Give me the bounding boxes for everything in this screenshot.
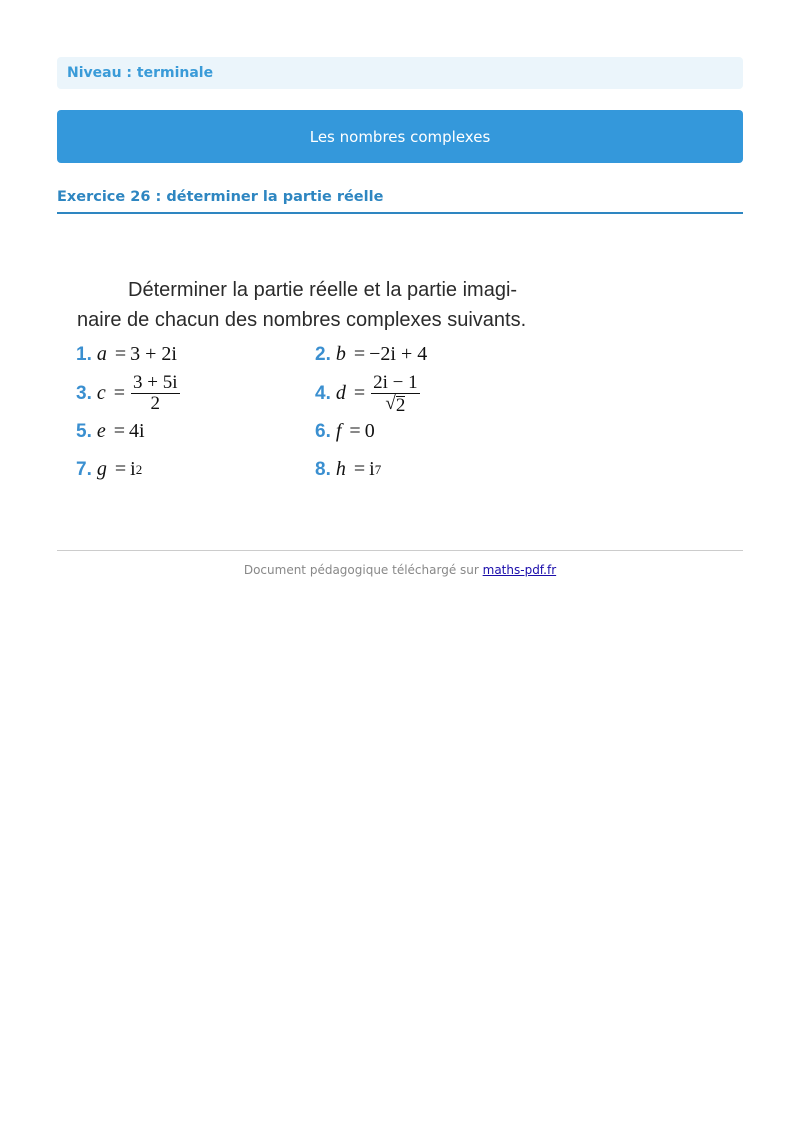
- item-variable: a: [96, 343, 107, 365]
- fraction-denominator: 2: [150, 393, 161, 414]
- title-banner: [57, 110, 743, 163]
- equals-sign: =: [113, 420, 126, 442]
- power-base: i: [130, 458, 136, 480]
- equals-sign: =: [114, 458, 127, 480]
- exercise-item-1: [76, 343, 177, 366]
- item-variable: b: [335, 343, 346, 365]
- footer-text: Document pédagogique téléchargé sur: [243, 563, 483, 577]
- exercise-heading: [57, 186, 743, 214]
- footer-divider: [57, 550, 743, 551]
- item-expression: 3 + 2i: [130, 343, 177, 365]
- exercise-content: [57, 245, 743, 515]
- instruction-line-1: Déterminer la partie réelle et la partie imagi-: [128, 279, 518, 301]
- power-base: i: [369, 458, 375, 480]
- exercise-item-8: [315, 458, 381, 481]
- exercise-item-7: [76, 458, 142, 481]
- item-number: 3.: [76, 382, 92, 404]
- fraction: [131, 373, 180, 414]
- power-exponent: 2: [135, 461, 143, 477]
- level-bar: [57, 57, 743, 89]
- power-exponent: 7: [374, 461, 382, 477]
- equals-sign: =: [353, 382, 366, 404]
- item-expression: −2i + 4: [369, 343, 428, 365]
- equals-sign: =: [349, 420, 361, 442]
- item-variable: h: [335, 458, 346, 480]
- item-variable: g: [96, 458, 107, 480]
- item-number: 4.: [315, 382, 331, 404]
- footer-link[interactable]: maths-pdf.fr: [482, 563, 557, 577]
- exercise-item-5: [76, 420, 145, 443]
- item-variable: c: [96, 382, 106, 404]
- exercise-instructions: [77, 275, 526, 335]
- equals-sign: =: [114, 343, 127, 365]
- item-variable: d: [335, 382, 346, 404]
- item-expression: 0: [364, 420, 375, 442]
- level-label: Niveau : terminale: [67, 65, 214, 81]
- exercise-item-2: [315, 343, 427, 366]
- item-number: 7.: [76, 458, 92, 480]
- footer: [57, 563, 743, 577]
- item-variable: f: [335, 420, 342, 442]
- equals-sign: =: [353, 458, 366, 480]
- fraction-numerator: 2i − 1: [373, 372, 418, 393]
- item-number: 5.: [76, 420, 92, 442]
- exercise-title: Exercice 26 : déterminer la partie réelle: [57, 189, 384, 205]
- page-title: Les nombres complexes: [309, 127, 491, 146]
- item-number: 8.: [315, 458, 331, 480]
- equals-sign: =: [113, 382, 126, 404]
- fraction-numerator: 3 + 5i: [133, 372, 178, 393]
- instruction-line-2: naire de chacun des nombres complexes suivants.: [77, 309, 527, 331]
- item-number: 1.: [76, 343, 92, 365]
- item-number: 6.: [315, 420, 331, 442]
- square-root: [385, 394, 405, 414]
- exercise-item-6: [315, 420, 375, 443]
- exercise-item-4: [315, 373, 420, 414]
- exercise-item-3: [76, 373, 180, 414]
- radical-sign: √: [385, 393, 396, 414]
- item-expression: 4i: [129, 420, 145, 442]
- equals-sign: =: [353, 343, 366, 365]
- item-variable: e: [96, 420, 106, 442]
- fraction: [371, 373, 420, 414]
- item-number: 2.: [315, 343, 331, 365]
- fraction-denominator: 2: [395, 395, 406, 416]
